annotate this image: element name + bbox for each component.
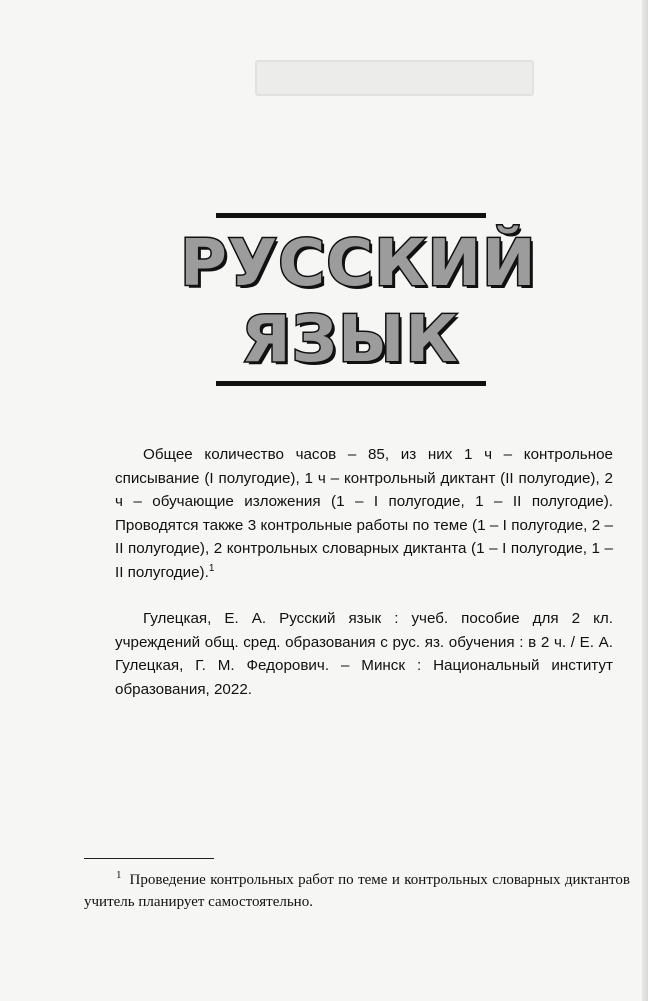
footnote-reference: 1 bbox=[208, 562, 215, 574]
hours-summary-paragraph bbox=[115, 443, 613, 584]
bleed-through-header bbox=[255, 60, 534, 96]
footnote-mark: 1 bbox=[116, 869, 122, 881]
title-line-1: РУССКИЙ bbox=[180, 227, 537, 301]
footnote bbox=[84, 869, 630, 913]
title-rule-top bbox=[216, 213, 486, 218]
footnote-divider bbox=[84, 858, 214, 859]
textbook-citation: Гулецкая, Е. А. Русский язык : учеб. пособие для 2 кл. учреждений общ. сред. образования с рус. яз. обучения : в 2 ч. / Е. А. Гулецкая, Г. М. Федорович. – Минск : Национальный институт образования, 2022. bbox=[115, 610, 613, 698]
title-rule-bottom bbox=[216, 381, 486, 386]
title-line-2: ЯЗЫК bbox=[241, 303, 459, 377]
footnote-text: Проведение контрольных работ по теме и контрольных словарных диктантов учитель планирует самостоятельно. bbox=[84, 872, 630, 910]
page-edge-shadow bbox=[642, 0, 648, 1001]
hours-summary-text: Общее количество часов – 85, из них 1 ч – контрольное списывание (I полугодие), 1 ч – контрольный диктант (II полугодие), 2 ч – обучающие изложения (1 – I полугодие, 1 – II полугодие). Проводятся также 3 контрольные работы по теме (1 – I полугодие, 2 – II полугодие), 2 контрольных словарных диктанта (1 – I полугодие, 1 – II полугодие). bbox=[115, 446, 613, 581]
